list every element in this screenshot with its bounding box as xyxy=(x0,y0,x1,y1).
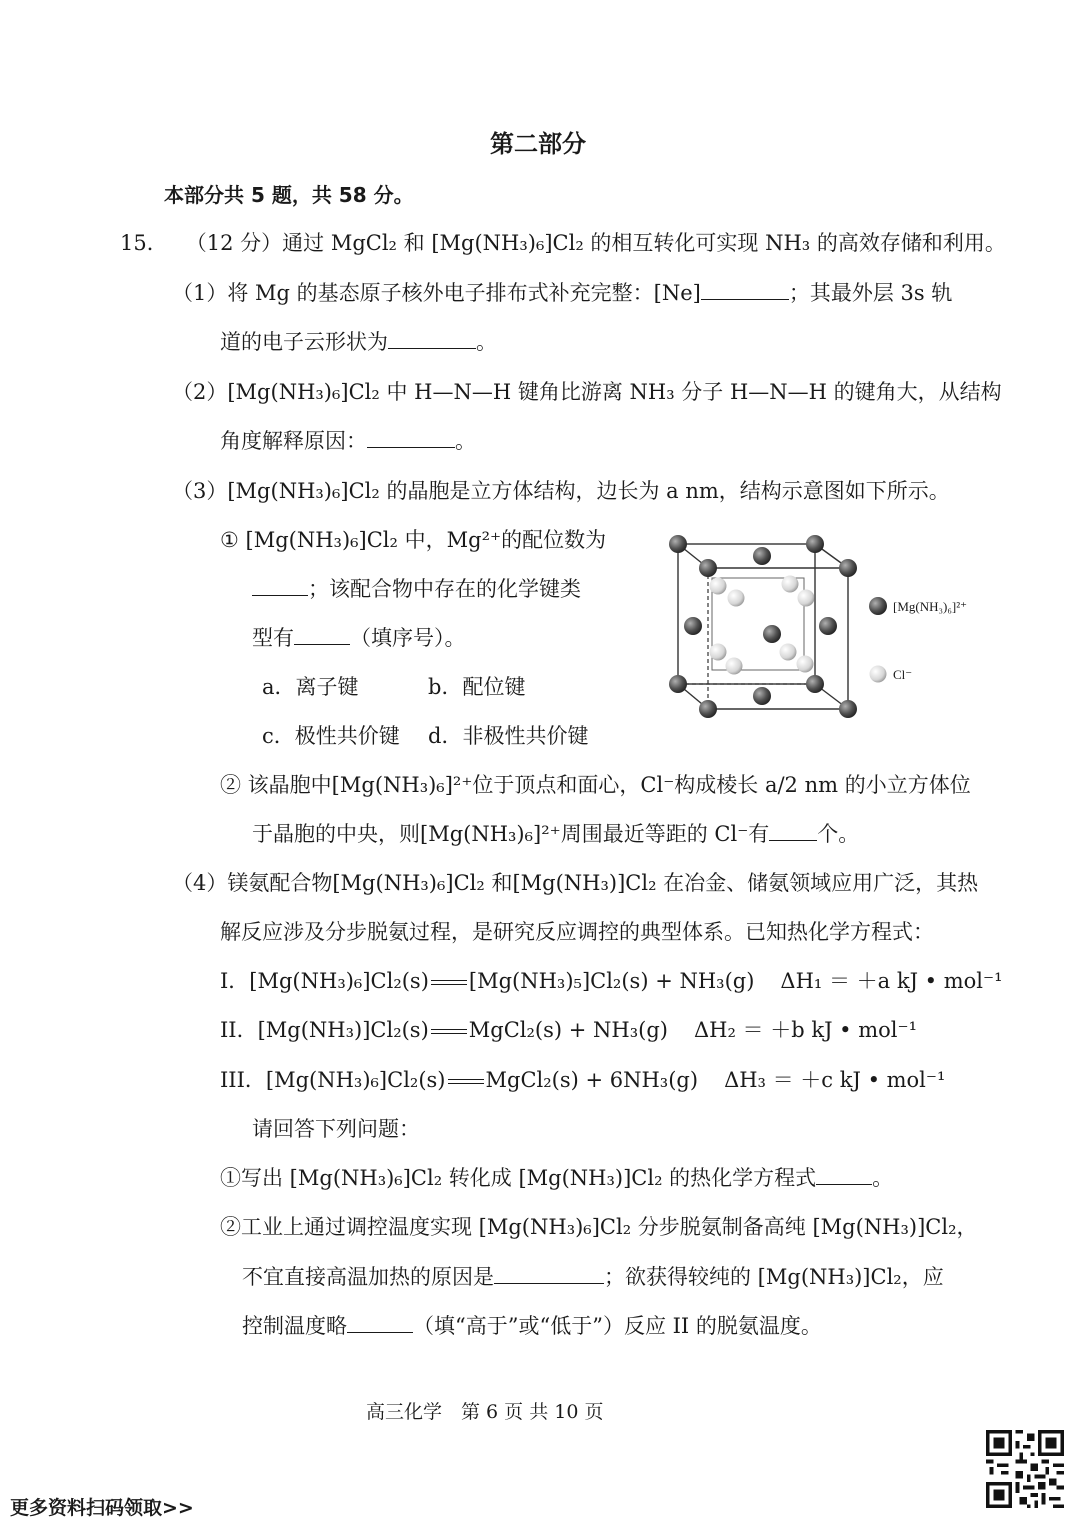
part-3-sub-1-line-2 xyxy=(252,575,581,603)
equation-1-lhs: I．[Mg(NH₃)₆]Cl₂(s) xyxy=(220,969,429,993)
part-4-line-1: （4）镁氨配合物[Mg(NH₃)₆]Cl₂ 和[Mg(NH₃)]Cl₂ 在冶金、储氨领域应用广泛，其热 xyxy=(172,871,979,895)
answer-blank-bond-angle-reason[interactable] xyxy=(367,427,455,448)
cl-ion xyxy=(780,644,797,661)
question-number: 15． xyxy=(120,231,168,255)
part-1-line-1 xyxy=(172,279,952,307)
option-d: d．非极性共价键 xyxy=(428,724,589,748)
equation-2-enthalpy: ΔH₂ ＝ ＋b kJ • mol⁻¹ xyxy=(693,1018,918,1042)
question-score: （12 分） xyxy=(185,231,283,255)
equation-2-equals xyxy=(431,1029,467,1034)
part-4-sub-2-tail: ；欲获得较纯的 [Mg(NH₃)]Cl₂，应 xyxy=(604,1265,944,1289)
part-3-sub-2-line-2 xyxy=(252,820,859,848)
cl-ion xyxy=(710,644,727,661)
mg-ion-corner xyxy=(699,700,717,718)
mg-ion-corner xyxy=(806,535,824,553)
question-intro: 通过 MgCl₂ 和 [Mg(NH₃)₆]Cl₂ 的相互转化可实现 NH₃ 的高效存储和利用。 xyxy=(282,231,1006,255)
answer-blank-orbital-shape[interactable] xyxy=(388,328,476,349)
part-3-sub-1-line-3 xyxy=(252,624,466,652)
more-resources-link[interactable]: 更多资料扫码领取>> xyxy=(10,1497,194,1519)
part-4-sub-1-text: ①写出 [Mg(NH₃)₆]Cl₂ 转化成 [Mg(NH₃)]Cl₂ 的热化学方程式 xyxy=(220,1166,817,1190)
section-title: 第二部分 xyxy=(490,130,586,158)
part-1-text-2: 道的电子云形状为 xyxy=(220,330,388,354)
mg-ion-corner xyxy=(806,675,824,693)
mg-ion-corner xyxy=(839,700,857,718)
part-2-line-1: （2）[Mg(NH₃)₆]Cl₂ 中 H—N—H 键角比游离 NH₃ 分子 H—N—H 的键角大，从结构 xyxy=(172,380,1002,404)
part-3-sub-1-line-1: ① [Mg(NH₃)₆]Cl₂ 中，Mg²⁺的配位数为 xyxy=(220,528,607,552)
part-4-ask: 请回答下列问题： xyxy=(252,1117,420,1141)
cube-front-face xyxy=(678,544,815,684)
part-2-text: 角度解释原因： xyxy=(220,429,367,453)
part-3-line-1: （3）[Mg(NH₃)₆]Cl₂ 的晶胞是立方体结构，边长为 a nm，结构示意图如下所示。 xyxy=(172,479,950,503)
page-footer: 高三化学 第 6 页 共 10 页 xyxy=(366,1401,604,1423)
period: 。 xyxy=(476,330,497,354)
answer-blank-nearest-cl[interactable] xyxy=(769,820,817,841)
part-4-sub-2-text-2: 控制温度略 xyxy=(242,1314,347,1338)
cl-ion xyxy=(782,576,799,593)
section-intro: 本部分共 5 题，共 58 分。 xyxy=(164,183,414,207)
period: 。 xyxy=(872,1166,894,1190)
legend-cl-label: Cl⁻ xyxy=(893,667,913,682)
part-4-line-2: 解反应涉及分步脱氨过程，是研究反应调控的典型体系。已知热化学方程式： xyxy=(220,920,934,944)
answer-blank-electron-config[interactable] xyxy=(701,279,789,300)
part-4-sub-2-text: 不宜直接高温加热的原因是 xyxy=(242,1265,494,1289)
question-15-header xyxy=(120,229,1006,257)
part-3-text-2: 型有 xyxy=(252,626,294,650)
equation-3-lhs: III．[Mg(NH₃)₆]Cl₂(s) xyxy=(220,1068,446,1092)
part-4-sub-2-line-3 xyxy=(242,1312,822,1340)
part-1-text: （1）将 Mg 的基态原子核外电子排布式补充完整：[Ne] xyxy=(172,281,701,305)
part-3-text-3: （填序号）。 xyxy=(350,626,466,650)
mg-ion-face xyxy=(684,617,702,635)
mg-ion-corner xyxy=(699,559,717,577)
cl-ions xyxy=(710,576,815,675)
equation-1-enthalpy: ΔH₁ ＝ ＋a kJ • mol⁻¹ xyxy=(780,969,1003,993)
mg-ion-face xyxy=(763,625,781,643)
mg-ion-face xyxy=(753,547,771,565)
part-4-sub-2-tail-2: （填“高于”或“低于”）反应 II 的脱氨温度。 xyxy=(413,1314,822,1338)
cl-ion xyxy=(726,658,743,675)
equation-3-equals xyxy=(448,1079,484,1084)
mg-ions xyxy=(669,535,857,718)
legend-mg-label: [Mg(NH₃)₆]²⁺ xyxy=(893,599,967,614)
part-3-sub-2-text: 于晶胞的中央，则[Mg(NH₃)₆]²⁺周围最近等距的 Cl⁻有 xyxy=(252,822,770,846)
part-3-text: ；该配合物中存在的化学键类 xyxy=(308,577,581,601)
answer-blank-temperature-choice[interactable] xyxy=(347,1312,413,1333)
equation-2-rhs: MgCl₂(s) + NH₃(g) xyxy=(468,1018,668,1042)
mg-ion-face xyxy=(753,687,771,705)
cl-ion xyxy=(728,590,745,607)
period: 。 xyxy=(455,429,476,453)
equation-3-enthalpy: ΔH₃ ＝ ＋c kJ • mol⁻¹ xyxy=(724,1068,946,1092)
part-1-text-tail: ；其最外层 3s 轨 xyxy=(788,281,953,305)
mg-ion-face xyxy=(819,617,837,635)
part-4-sub-1 xyxy=(220,1164,893,1192)
crystal-cell-diagram xyxy=(660,526,990,726)
equation-1-rhs: [Mg(NH₃)₅]Cl₂(s) + NH₃(g) xyxy=(468,969,755,993)
cl-ion xyxy=(797,656,814,673)
option-a: a．离子键 xyxy=(262,675,359,699)
equation-3 xyxy=(220,1066,945,1094)
qr-code-icon[interactable] xyxy=(986,1430,1064,1508)
legend-cl-swatch xyxy=(870,666,887,683)
mg-ion-corner xyxy=(839,559,857,577)
answer-blank-bond-types[interactable] xyxy=(294,624,350,645)
answer-blank-coordination-number[interactable] xyxy=(252,575,308,596)
equation-2-lhs: II．[Mg(NH₃)]Cl₂(s) xyxy=(220,1018,429,1042)
cl-ion xyxy=(710,578,727,595)
equation-3-rhs: MgCl₂(s) + 6NH₃(g) xyxy=(485,1068,699,1092)
part-2-line-2 xyxy=(220,427,476,455)
equation-1-equals xyxy=(431,980,467,985)
mg-ion-corner xyxy=(669,675,687,693)
equation-2 xyxy=(220,1016,917,1044)
part-3-sub-2-line-1: ② 该晶胞中[Mg(NH₃)₆]²⁺位于顶点和面心，Cl⁻构成棱长 a/2 nm 的小立方体位 xyxy=(220,773,971,797)
equation-1 xyxy=(220,967,1003,995)
part-4-sub-2-line-2 xyxy=(242,1263,944,1291)
part-4-sub-2-line-1: ②工业上通过调控温度实现 [Mg(NH₃)₆]Cl₂ 分步脱氨制备高纯 [Mg(NH₃)]Cl₂， xyxy=(220,1215,978,1239)
part-3-sub-2-tail: 个。 xyxy=(817,822,860,846)
option-c: c．极性共价键 xyxy=(262,724,400,748)
answer-blank-high-temp-reason[interactable] xyxy=(494,1263,604,1284)
option-b: b．配位键 xyxy=(428,675,526,699)
part-1-line-2 xyxy=(220,328,497,356)
answer-blank-thermo-equation[interactable] xyxy=(816,1164,872,1185)
cl-ion xyxy=(798,590,815,607)
mg-ion-corner xyxy=(669,535,687,553)
legend-mg-swatch xyxy=(869,597,887,615)
